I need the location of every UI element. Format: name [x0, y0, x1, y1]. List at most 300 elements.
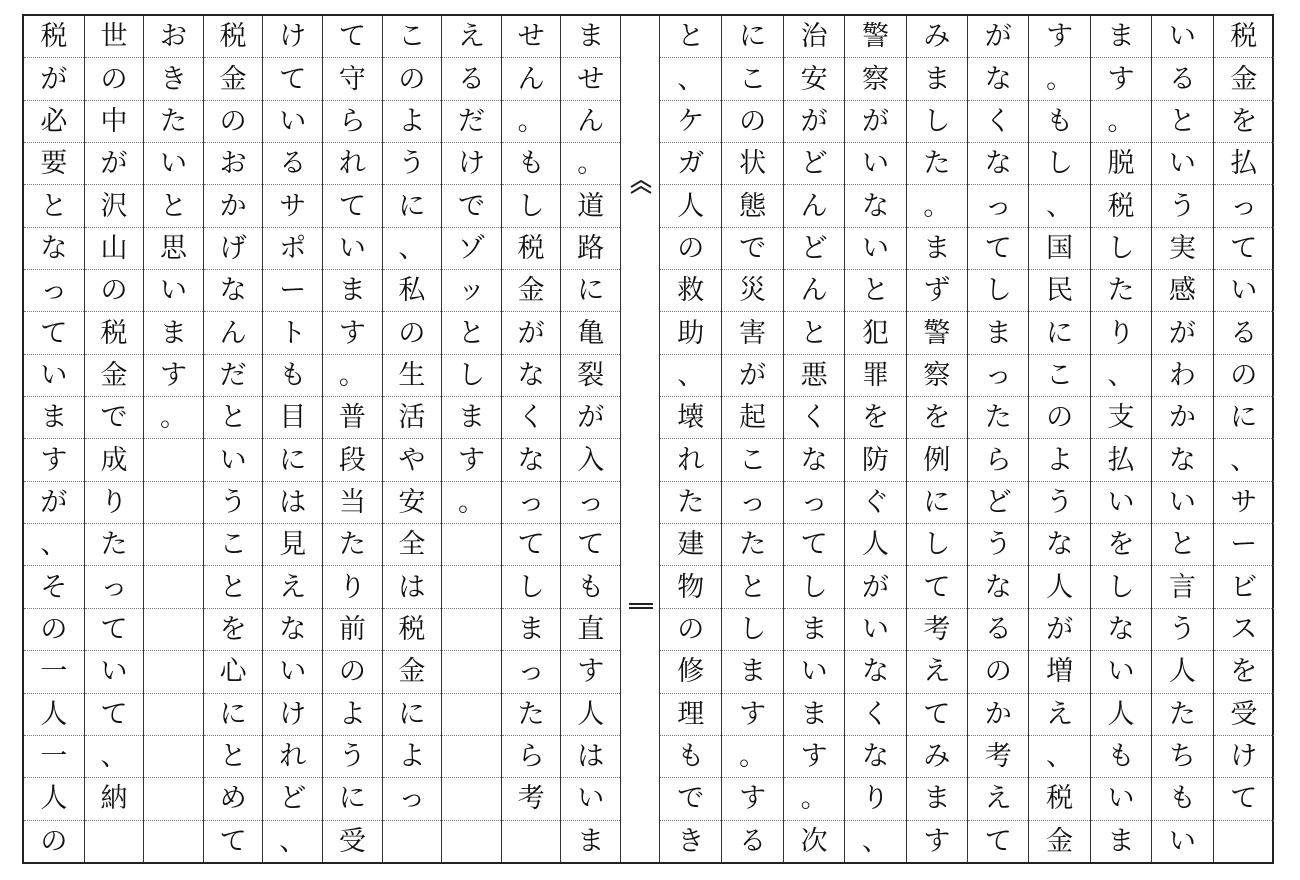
- manuscript-cell: 支: [1091, 397, 1151, 439]
- manuscript-cell: が: [784, 101, 844, 143]
- manuscript-cell: い: [845, 143, 905, 185]
- manuscript-cell: た: [907, 143, 967, 185]
- manuscript-cell: よ: [383, 101, 442, 143]
- manuscript-cell: に: [722, 16, 782, 58]
- manuscript-cell: て: [1214, 228, 1274, 270]
- manuscript-cell: た: [323, 524, 382, 566]
- manuscript-cell: る: [442, 58, 501, 100]
- manuscript-cell: 悪: [784, 355, 844, 397]
- manuscript-cell: ち: [1152, 736, 1212, 778]
- manuscript-cell: の: [383, 58, 442, 100]
- manuscript-cell: し: [1091, 228, 1151, 270]
- manuscript-cell: 入: [561, 439, 620, 481]
- manuscript-cell: ー: [1214, 524, 1274, 566]
- manuscript-cell: 。: [561, 143, 620, 185]
- manuscript-cell: う: [323, 736, 382, 778]
- manuscript-cell: 建: [660, 524, 721, 566]
- manuscript-cell: ま: [907, 228, 967, 270]
- manuscript-cell: [85, 821, 144, 862]
- manuscript-cell: 人: [1029, 566, 1089, 608]
- manuscript-cell: て: [968, 228, 1028, 270]
- manuscript-cell: と: [1152, 101, 1212, 143]
- manuscript-cell: ら: [968, 439, 1028, 481]
- manuscript-cell: 金: [204, 58, 263, 100]
- manuscript-cell: 安: [784, 58, 844, 100]
- manuscript-cell: か: [204, 185, 263, 227]
- manuscript-cell: く: [968, 101, 1028, 143]
- manuscript-cell: な: [1152, 439, 1212, 481]
- manuscript-cell: 。: [442, 482, 501, 524]
- manuscript-cell: ビ: [1214, 566, 1274, 608]
- manuscript-cell: え: [263, 566, 322, 608]
- manuscript-cell: り: [845, 778, 905, 820]
- manuscript-column: [783, 16, 844, 862]
- manuscript-cell: 救: [660, 270, 721, 312]
- manuscript-cell: [144, 566, 203, 608]
- manuscript-cell: [442, 524, 501, 566]
- manuscript-column: [1028, 16, 1089, 862]
- manuscript-cell: と: [722, 566, 782, 608]
- manuscript-cell: い: [263, 651, 322, 693]
- manuscript-cell: な: [204, 270, 263, 312]
- manuscript-cell: 言: [1152, 566, 1212, 608]
- manuscript-cell: ま: [784, 694, 844, 736]
- manuscript-cell: な: [968, 566, 1028, 608]
- manuscript-cell: い: [1091, 778, 1151, 820]
- manuscript-cell: い: [144, 270, 203, 312]
- manuscript-cell: [383, 821, 442, 862]
- manuscript-cell: [144, 609, 203, 651]
- manuscript-cell: [442, 736, 501, 778]
- manuscript-cell: お: [144, 16, 203, 58]
- manuscript-cell: け: [263, 16, 322, 58]
- manuscript-cell: 。: [722, 736, 782, 778]
- manuscript-cell: は: [383, 566, 442, 608]
- manuscript-cell: れ: [323, 143, 382, 185]
- manuscript-cell: ま: [968, 312, 1028, 354]
- manuscript-cell: [442, 609, 501, 651]
- manuscript-cell: も: [502, 143, 561, 185]
- manuscript-column: [382, 16, 442, 862]
- manuscript-cell: ま: [144, 312, 203, 354]
- manuscript-cell: [144, 778, 203, 820]
- manuscript-cell: も: [660, 736, 721, 778]
- manuscript-cell: が: [845, 101, 905, 143]
- manuscript-cell: る: [263, 143, 322, 185]
- manuscript-cell: 納: [85, 778, 144, 820]
- manuscript-cell: 税: [85, 312, 144, 354]
- manuscript-cell: 路: [561, 228, 620, 270]
- manuscript-cell: て: [561, 524, 620, 566]
- manuscript-cell: と: [1152, 524, 1212, 566]
- manuscript-cell: 。: [144, 397, 203, 439]
- manuscript-cell: で: [722, 228, 782, 270]
- manuscript-cell: ま: [1107, 825, 1135, 857]
- manuscript-cell: い: [561, 778, 620, 820]
- manuscript-column: [501, 16, 561, 862]
- manuscript-cell: う: [383, 143, 442, 185]
- manuscript-cell: の: [85, 58, 144, 100]
- manuscript-cell: き: [677, 825, 705, 857]
- manuscript-column: [560, 16, 620, 862]
- manuscript-cell: 税: [1091, 185, 1151, 227]
- manuscript-cell: を: [204, 609, 263, 651]
- manuscript-cell: ポ: [263, 228, 322, 270]
- manuscript-cell: な: [502, 439, 561, 481]
- manuscript-cell: え: [968, 778, 1028, 820]
- manuscript-cell: 段: [323, 439, 382, 481]
- manuscript-cell: こ: [1029, 355, 1089, 397]
- manuscript-cell: 全: [383, 524, 442, 566]
- manuscript-cell: て: [907, 694, 967, 736]
- manuscript-cell: す: [923, 825, 951, 857]
- manuscript-cell: す: [323, 312, 382, 354]
- manuscript-cell: っ: [85, 566, 144, 608]
- manuscript-cell: 、: [1091, 355, 1151, 397]
- manuscript-cell: 民: [1029, 270, 1089, 312]
- manuscript-cell: い: [204, 439, 263, 481]
- manuscript-cell: な: [845, 651, 905, 693]
- center-fold-strip: [620, 16, 660, 862]
- manuscript-cell: す: [722, 778, 782, 820]
- manuscript-cell: の: [660, 228, 721, 270]
- manuscript-column: [143, 16, 203, 862]
- manuscript-cell: す: [1091, 58, 1151, 100]
- manuscript-column: [967, 16, 1028, 862]
- manuscript-cell: し: [722, 609, 782, 651]
- manuscript-cell: 、: [861, 825, 889, 857]
- manuscript-cell: と: [660, 16, 721, 58]
- manuscript-cell: 、: [85, 736, 144, 778]
- manuscript-cell: け: [263, 694, 322, 736]
- manuscript-cell: っ: [722, 482, 782, 524]
- manuscript-cell: 心: [204, 651, 263, 693]
- manuscript-cell: た: [85, 524, 144, 566]
- manuscript-cell: 犯: [845, 312, 905, 354]
- manuscript-cell: ま: [1091, 16, 1151, 58]
- manuscript-cell: 目: [263, 397, 322, 439]
- manuscript-cell: 金: [1046, 825, 1074, 857]
- manuscript-cell: 金: [383, 651, 442, 693]
- manuscript-cell: を: [907, 397, 967, 439]
- manuscript-cell: ま: [323, 270, 382, 312]
- manuscript-cell: ケ: [660, 101, 721, 143]
- manuscript-cell: た: [968, 397, 1028, 439]
- manuscript-cell: [144, 821, 203, 862]
- manuscript-cell: 金: [502, 270, 561, 312]
- manuscript-cell: っ: [1214, 185, 1274, 227]
- manuscript-column: [1090, 16, 1151, 862]
- manuscript-cell: 。: [323, 355, 382, 397]
- manuscript-cell: け: [1214, 736, 1274, 778]
- manuscript-cell: い: [845, 228, 905, 270]
- manuscript-column: [1213, 16, 1274, 862]
- manuscript-cell: し: [442, 355, 501, 397]
- manuscript-cell: [442, 694, 501, 736]
- manuscript-cell: ら: [323, 101, 382, 143]
- manuscript-cell: ゾ: [442, 228, 501, 270]
- manuscript-cell: げ: [204, 228, 263, 270]
- manuscript-cell: 防: [845, 439, 905, 481]
- manuscript-cell: も: [1029, 101, 1089, 143]
- manuscript-cell: ん: [561, 101, 620, 143]
- manuscript-cell: と: [204, 566, 263, 608]
- manuscript-cell: し: [1091, 566, 1151, 608]
- manuscript-cell: っ: [24, 270, 84, 312]
- manuscript-cell: よ: [1029, 439, 1089, 481]
- manuscript-cell: の: [383, 312, 442, 354]
- manuscript-cell: て: [984, 825, 1012, 857]
- manuscript-cell: の: [722, 101, 782, 143]
- manuscript-cell: い: [1214, 270, 1274, 312]
- manuscript-column: [441, 16, 501, 862]
- manuscript-cell: り: [323, 566, 382, 608]
- manuscript-cell: が: [968, 16, 1028, 58]
- manuscript-cell: い: [263, 101, 322, 143]
- manuscript-cell: だ: [442, 101, 501, 143]
- manuscript-cell: で: [660, 778, 721, 820]
- manuscript-cell: 税: [1029, 778, 1089, 820]
- manuscript-cell: の: [1214, 355, 1274, 397]
- manuscript-cell: 見: [263, 524, 322, 566]
- manuscript-cell: が: [85, 143, 144, 185]
- manuscript-cell: 、: [1029, 185, 1089, 227]
- manuscript-cell: 一: [24, 736, 84, 778]
- manuscript-cell: え: [907, 651, 967, 693]
- manuscript-cell: 受: [1214, 694, 1274, 736]
- manuscript-cell: ん: [502, 58, 561, 100]
- manuscript-cell: 例: [907, 439, 967, 481]
- manuscript-cell: 人: [1152, 651, 1212, 693]
- manuscript-cell: く: [845, 694, 905, 736]
- manuscript-cell: と: [204, 736, 263, 778]
- manuscript-cell: [442, 778, 501, 820]
- manuscript-cell: [144, 439, 203, 481]
- manuscript-cell: 害: [722, 312, 782, 354]
- manuscript-column: [906, 16, 967, 862]
- manuscript-cell: 。: [1091, 101, 1151, 143]
- double-line-ornament-icon: [629, 601, 653, 611]
- manuscript-cell: う: [968, 524, 1028, 566]
- manuscript-cell: サ: [263, 185, 322, 227]
- manuscript-cell: ま: [784, 609, 844, 651]
- manuscript-cell: し: [1029, 143, 1089, 185]
- manuscript-cell: え: [442, 16, 501, 58]
- manuscript-cell: 活: [383, 397, 442, 439]
- manuscript-cell: で: [85, 397, 144, 439]
- manuscript-cell: 私: [383, 270, 442, 312]
- manuscript-cell: っ: [784, 482, 844, 524]
- right-page: [660, 16, 1274, 862]
- manuscript-cell: に: [323, 778, 382, 820]
- manuscript-cell: 増: [1029, 651, 1089, 693]
- manuscript-cell: 。: [784, 778, 844, 820]
- manuscript-cell: な: [784, 439, 844, 481]
- manuscript-cell: 沢: [85, 185, 144, 227]
- manuscript-cell: 察: [907, 355, 967, 397]
- manuscript-cell: 。: [1029, 58, 1089, 100]
- manuscript-cell: な: [263, 609, 322, 651]
- manuscript-cell: た: [502, 694, 561, 736]
- manuscript-cell: 払: [1214, 143, 1274, 185]
- manuscript-cell: り: [85, 482, 144, 524]
- manuscript-cell: な: [968, 58, 1028, 100]
- manuscript-cell: が: [722, 355, 782, 397]
- manuscript-cell: [144, 736, 203, 778]
- manuscript-cell: る: [739, 825, 767, 857]
- manuscript-cell: え: [1029, 694, 1089, 736]
- manuscript-cell: に: [383, 694, 442, 736]
- manuscript-cell: す: [442, 439, 501, 481]
- manuscript-cell: 思: [144, 228, 203, 270]
- manuscript-cell: ど: [784, 228, 844, 270]
- manuscript-cell: い: [1091, 482, 1151, 524]
- manuscript-cell: も: [1091, 736, 1151, 778]
- manuscript-cell: 税: [1214, 16, 1274, 58]
- manuscript-cell: た: [144, 101, 203, 143]
- manuscript-cell: サ: [1214, 482, 1274, 524]
- manuscript-cell: ト: [263, 312, 322, 354]
- manuscript-cell: 、: [660, 58, 721, 100]
- manuscript-cell: 感: [1152, 270, 1212, 312]
- manuscript-cell: れ: [660, 439, 721, 481]
- manuscript-cell: い: [1091, 651, 1151, 693]
- manuscript-cell: 考: [502, 778, 561, 820]
- manuscript-cell: を: [1214, 651, 1274, 693]
- manuscript-cell: 、: [383, 228, 442, 270]
- manuscript-cell: ま: [577, 825, 605, 857]
- manuscript-cell: せ: [561, 58, 620, 100]
- manuscript-cell: し: [502, 566, 561, 608]
- manuscript-cell: に: [1029, 312, 1089, 354]
- manuscript-cell: す: [24, 439, 84, 481]
- manuscript-cell: う: [1029, 482, 1089, 524]
- manuscript-cell: た: [660, 482, 721, 524]
- manuscript-cell: 安: [383, 482, 442, 524]
- manuscript-cell: な: [502, 355, 561, 397]
- manuscript-cell: の: [204, 101, 263, 143]
- manuscript-cell: の: [40, 825, 68, 857]
- manuscript-cell: り: [1091, 312, 1151, 354]
- manuscript-cell: が: [561, 397, 620, 439]
- manuscript-cell: の: [24, 609, 84, 651]
- manuscript-cell: た: [1091, 270, 1151, 312]
- manuscript-cell: [442, 651, 501, 693]
- manuscript-cell: お: [204, 143, 263, 185]
- manuscript-cell: い: [85, 651, 144, 693]
- manuscript-cell: と: [845, 270, 905, 312]
- manuscript-cell: っ: [383, 778, 442, 820]
- manuscript-cell: い: [144, 143, 203, 185]
- manuscript-cell: な: [845, 185, 905, 227]
- manuscript-cell: ん: [784, 270, 844, 312]
- manuscript-cell: け: [442, 143, 501, 185]
- manuscript-cell: ッ: [442, 270, 501, 312]
- manuscript-cell: に: [383, 185, 442, 227]
- manuscript-cell: だ: [204, 355, 263, 397]
- manuscript-column: [844, 16, 905, 862]
- manuscript-cell: す: [1029, 16, 1089, 58]
- manuscript-cell: [442, 821, 501, 862]
- manuscript-cell: す: [144, 355, 203, 397]
- manuscript-cell: 裂: [561, 355, 620, 397]
- manuscript-cell: ま: [502, 609, 561, 651]
- manuscript-cell: て: [263, 58, 322, 100]
- manuscript-cell: の: [968, 651, 1028, 693]
- manuscript-cell: ぐ: [845, 482, 905, 524]
- manuscript-cell: い: [1152, 16, 1212, 58]
- manuscript-cell: 直: [561, 609, 620, 651]
- manuscript-cell: て: [24, 312, 84, 354]
- manuscript-cell: ら: [502, 736, 561, 778]
- manuscript-cell: ど: [263, 778, 322, 820]
- manuscript-cell: こ: [383, 16, 442, 58]
- manuscript-cell: 中: [85, 101, 144, 143]
- manuscript-cell: が: [24, 482, 84, 524]
- manuscript-cell: 態: [722, 185, 782, 227]
- chevron-ornament-icon: [629, 179, 653, 197]
- manuscript-cell: く: [784, 397, 844, 439]
- manuscript-cell: が: [1152, 312, 1212, 354]
- manuscript-cell: の: [323, 651, 382, 693]
- manuscript-cell: て: [907, 566, 967, 608]
- manuscript-cell: て: [219, 825, 247, 857]
- manuscript-cell: わ: [1152, 355, 1212, 397]
- manuscript-cell: て: [1214, 778, 1274, 820]
- manuscript-cell: 考: [907, 609, 967, 651]
- manuscript-cell: に: [561, 270, 620, 312]
- manuscript-cell: 人: [561, 694, 620, 736]
- manuscript-cell: こ: [722, 58, 782, 100]
- manuscript-cell: が: [1029, 609, 1089, 651]
- manuscript-cell: と: [24, 185, 84, 227]
- manuscript-cell: よ: [383, 736, 442, 778]
- manuscript-cell: を: [1091, 524, 1151, 566]
- manuscript-cell: い: [1168, 825, 1196, 857]
- manuscript-cell: て: [85, 694, 144, 736]
- manuscript-cell: 実: [1152, 228, 1212, 270]
- manuscript-cell: れ: [263, 736, 322, 778]
- manuscript-cell: 、: [279, 825, 307, 857]
- manuscript-column: [203, 16, 263, 862]
- manuscript-cell: 治: [784, 16, 844, 58]
- manuscript-cell: ま: [24, 397, 84, 439]
- manuscript-cell: っ: [561, 482, 620, 524]
- manuscript-cell: を: [845, 397, 905, 439]
- manuscript-cell: も: [263, 355, 322, 397]
- manuscript-cell: ガ: [660, 143, 721, 185]
- manuscript-cell: っ: [502, 651, 561, 693]
- manuscript-cell: 脱: [1091, 143, 1151, 185]
- manuscript-cell: 成: [85, 439, 144, 481]
- manuscript-cell: ー: [263, 270, 322, 312]
- manuscript-cell: ず: [907, 270, 967, 312]
- manuscript-cell: 修: [660, 651, 721, 693]
- manuscript-cell: 人: [845, 524, 905, 566]
- manuscript-cell: は: [263, 482, 322, 524]
- manuscript-cell: ま: [561, 16, 620, 58]
- manuscript-cell: ど: [968, 482, 1028, 524]
- manuscript-cell: 世: [85, 16, 144, 58]
- manuscript-cell: う: [204, 482, 263, 524]
- manuscript-column: [322, 16, 382, 862]
- manuscript-cell: 災: [722, 270, 782, 312]
- manuscript-cell: 当: [323, 482, 382, 524]
- manuscript-cell: て: [502, 524, 561, 566]
- manuscript-cell: 要: [24, 143, 84, 185]
- manuscript-cell: に: [204, 694, 263, 736]
- manuscript-cell: て: [323, 185, 382, 227]
